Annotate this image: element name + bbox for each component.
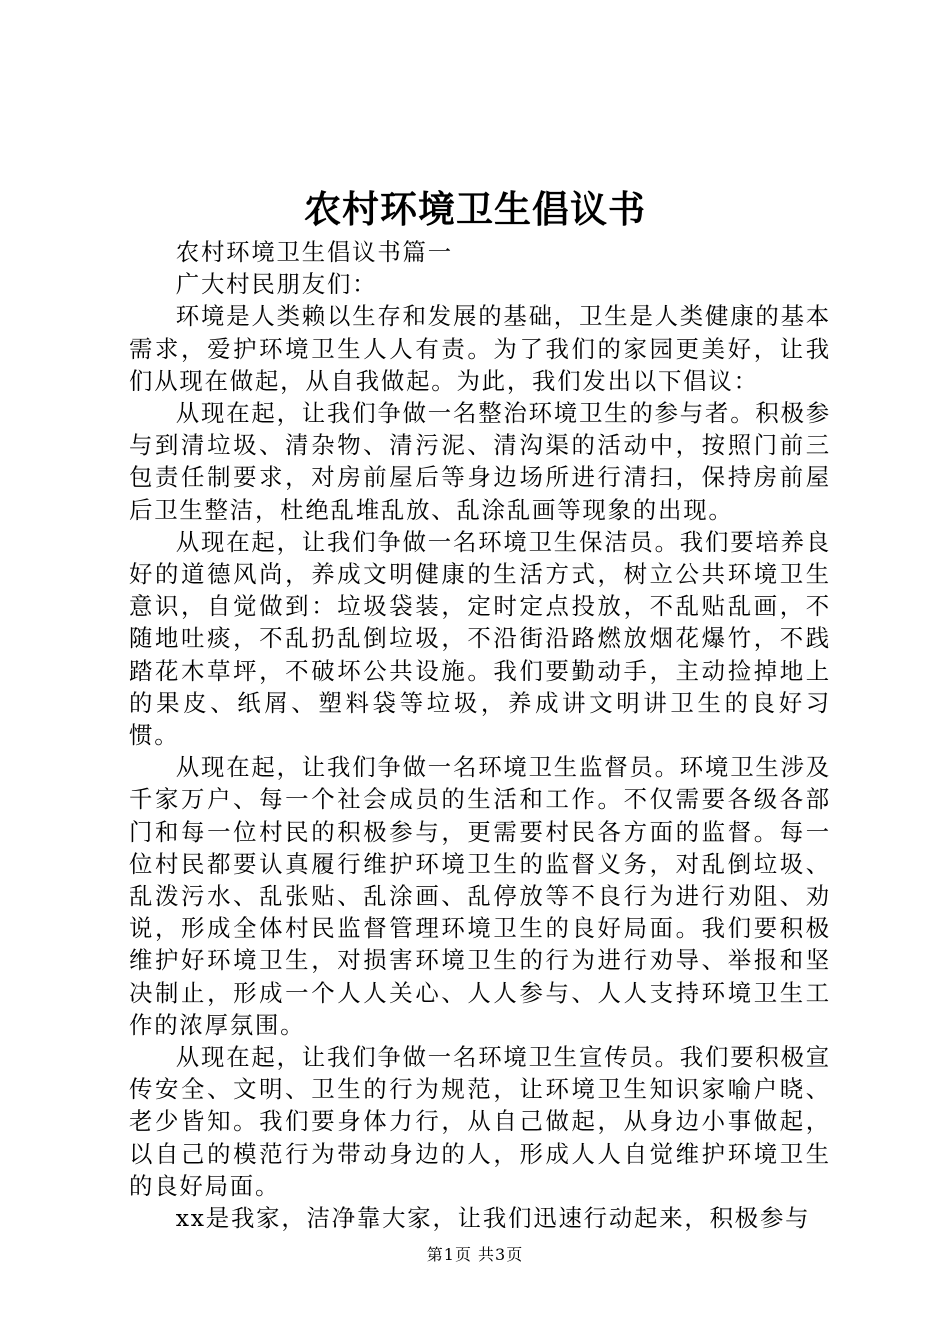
paragraph-closing: xx是我家，洁净靠大家，让我们迅速行动起来，积极参与 xyxy=(175,1204,811,1233)
document-body xyxy=(129,236,831,1234)
paragraph-cleaner: 从现在起，让我们争做一名环境卫生保洁员。我们要培养良好的道德风尚，养成文明健康的生活方式，树立公共环境卫生意识，自觉做到：垃圾袋装，定时定点投放，不乱贴乱画，不随地吐痰，不乱扔乱倒垃圾，不沿街沿路燃放烟花爆竹，不践踏花木草坪，不破坏公共设施。我们要勤动手，主动捡掉地上的果皮、纸屑、塑料袋等垃圾，养成讲文明讲卫生的良好习惯。 xyxy=(129,527,831,750)
salutation: 广大村民朋友们： xyxy=(175,270,378,299)
paragraph-participant: 从现在起，让我们争做一名整治环境卫生的参与者。积极参与到清垃圾、清杂物、清污泥、清沟渠的活动中，按照门前三包责任制要求，对房前屋后等身边场所进行清扫，保持房前屋后卫生整洁，杜绝乱堆乱放、乱涂乱画等现象的出现。 xyxy=(129,399,831,524)
page-number: 第1页 共3页 xyxy=(426,1245,524,1264)
paragraph-promoter: 从现在起，让我们争做一名环境卫生宣传员。我们要积极宣传安全、文明、卫生的行为规范，让环境卫生知识家喻户晓、老少皆知。我们要身体力行，从自己做起，从身边小事做起，以自己的模范行为带动身边的人，形成人人自觉维护环境卫生的良好局面。 xyxy=(129,1043,831,1200)
document-title: 农村环境卫生倡议书 xyxy=(304,187,646,231)
paragraph-intro: 环境是人类赖以生存和发展的基础，卫生是人类健康的基本需求，爱护环境卫生人人有责。为了我们的家园更美好，让我们从现在做起，从自我做起。为此，我们发出以下倡议： xyxy=(129,302,831,395)
section-heading: 农村环境卫生倡议书篇一 xyxy=(175,238,453,266)
paragraph-supervisor: 从现在起，让我们争做一名环境卫生监督员。环境卫生涉及千家万户、每一个社会成员的生活和工作。不仅需要各级各部门和每一位村民的积极参与，更需要村民各方面的监督。每一位村民都要认真履行维护环境卫生的监督义务，对乱倒垃圾、乱泼污水、乱张贴、乱涂画、乱停放等不良行为进行劝阻、劝说，形成全体村民监督管理环境卫生的良好局面。我们要积极维护好环境卫生，对损害环境卫生的行为进行劝导、举报和坚决制止，形成一个人人关心、人人参与、人人支持环境卫生工作的浓厚氛围。 xyxy=(129,753,831,1039)
